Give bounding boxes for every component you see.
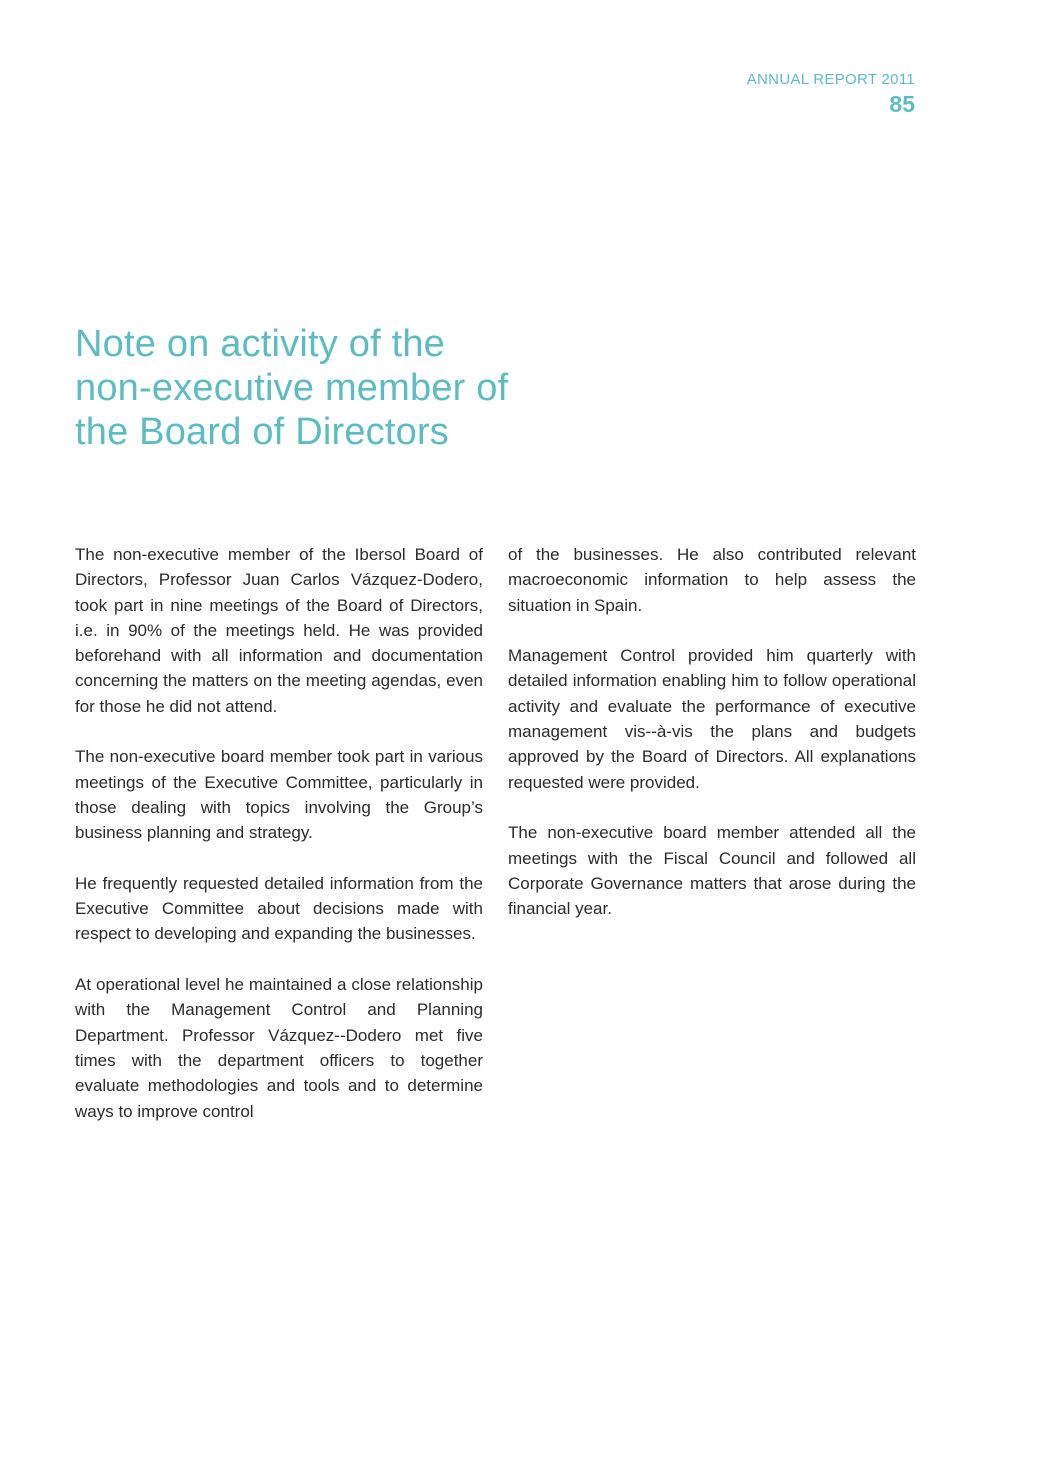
paragraph: The non-executive board member took part in various meetings of the Executive Committee, particularly in those dealing with topics involving the Group’s business planning and strategy. [75,747,483,843]
right-column [508,542,916,947]
report-title: ANNUAL REPORT 2011 [746,71,915,88]
paragraph: At operational level he maintained a close relationship with the Management Control and Planning Department. Professor Vázquez--Dodero met five times with the department officers to together evaluate methodologies and tools and to determine ways to improve control [75,975,483,1121]
paragraph: The non-executive board member attended all the meetings with the Fiscal Council and followed all Corporate Governance matters that arose during the financial year. [508,823,916,919]
page-header [747,70,915,118]
paragraph: He frequently requested detailed information from the Executive Committee about decisions made with respect to developing and expanding the businesses. [75,873,483,944]
paragraph: of the businesses. He also contributed relevant macroeconomic information to help assess the situation in Spain. [508,545,916,615]
page-number: 85 [889,91,915,117]
left-column [75,542,483,1149]
paragraph: Management Control provided him quarterly with detailed information enabling him to follow operational activity and evaluate the performance of executive management vis--à-vis the plans and budgets approved by the Board of Directors. All explanations requested were provided. [508,646,916,792]
paragraph: The non-executive member of the Ibersol Board of Directors, Professor Juan Carlos Vázquez-Dodero, took part in nine meetings of the Board of Directors, i.e. in 90% of the meetings held. He was provided beforehand with all information and documentation concerning the matters on the meeting agendas, even for those he did not attend. [75,545,483,716]
section-title: Note on activity of the non-executive member of the Board of Directors [75,323,509,453]
